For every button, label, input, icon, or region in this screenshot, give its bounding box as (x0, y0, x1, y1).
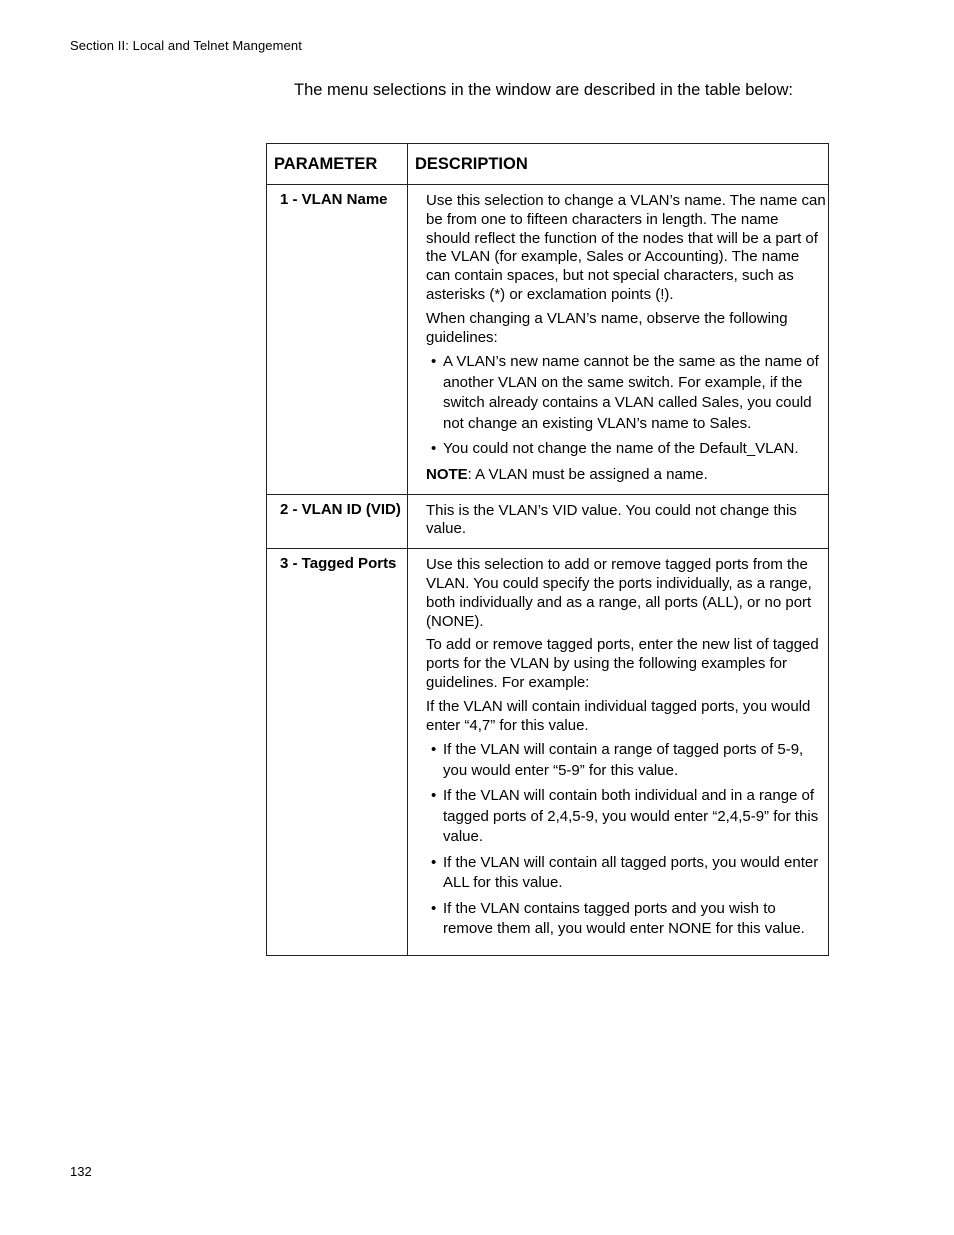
list-item: • If the VLAN will contain both individual and in a range of tagged ports of 2,4,5-9, you would enter “2,4,5-9” for this value. (426, 786, 826, 848)
note-label: NOTE (426, 465, 468, 483)
intro-paragraph: The menu selections in the window are described in the table below: (294, 81, 793, 99)
page-number: 132 (70, 1164, 92, 1179)
list-item: • If the VLAN will contain all tagged ports, you would enter ALL for this value. (426, 853, 826, 894)
guideline-list (426, 352, 826, 460)
description-paragraph: When changing a VLAN’s name, observe the following guidelines: (426, 309, 788, 346)
description-cell (408, 185, 829, 495)
table-row-vlan-id (267, 494, 829, 549)
description-cell (408, 494, 829, 549)
parameter-cell: 3 - Tagged Ports (267, 549, 408, 956)
parameter-table (266, 143, 829, 956)
description-paragraph: Use this selection to change a VLAN’s name. The name can be from one to fifteen characters in length. The name should reflect the function of the nodes that will be a part of the VLAN (for example, Sales or Accounting). The name can contain spaces, but not special characters, such as asterisks (*) or exclamation points (!). (426, 192, 826, 303)
parameter-cell: 1 - VLAN Name (267, 185, 408, 495)
list-item: • If the VLAN contains tagged ports and you wish to remove them all, you would enter NONE for this value. (426, 899, 826, 940)
list-item: • You could not change the name of the Default_VLAN. (426, 439, 826, 460)
parameter-cell: 2 - VLAN ID (VID) (267, 494, 408, 549)
description-paragraph: This is the VLAN’s VID value. You could not change this value. (426, 501, 797, 538)
example-list (426, 740, 826, 940)
list-item: • If the VLAN will contain a range of tagged ports of 5-9, you would enter “5-9” for this value. (426, 740, 826, 781)
note-text: : A VLAN must be assigned a name. (467, 465, 708, 483)
description-cell (408, 549, 829, 956)
running-header: Section II: Local and Telnet Mangement (70, 38, 302, 53)
description-paragraph: If the VLAN will contain individual tagged ports, you would enter “4,7” for this value. (426, 697, 811, 734)
table-row-tagged-ports (267, 549, 829, 956)
description-paragraph: To add or remove tagged ports, enter the new list of tagged ports for the VLAN by using the following examples for guidelines. For example: (426, 636, 819, 692)
description-paragraph: Use this selection to add or remove tagged ports from the VLAN. You could specify the ports individually, as a range, both individually and as a range, all ports (ALL), or no port (NONE). (426, 556, 812, 630)
description-column-header: DESCRIPTION (408, 144, 829, 185)
note-paragraph (426, 466, 826, 485)
table-header-row (267, 144, 829, 185)
parameter-column-header: PARAMETER (267, 144, 408, 185)
table-row-vlan-name (267, 185, 829, 495)
list-item: • A VLAN’s new name cannot be the same as the name of another VLAN on the same switch. For example, if the switch already contains a VLAN called Sales, you could not change an existing VLAN’s name to Sales. (426, 352, 826, 434)
